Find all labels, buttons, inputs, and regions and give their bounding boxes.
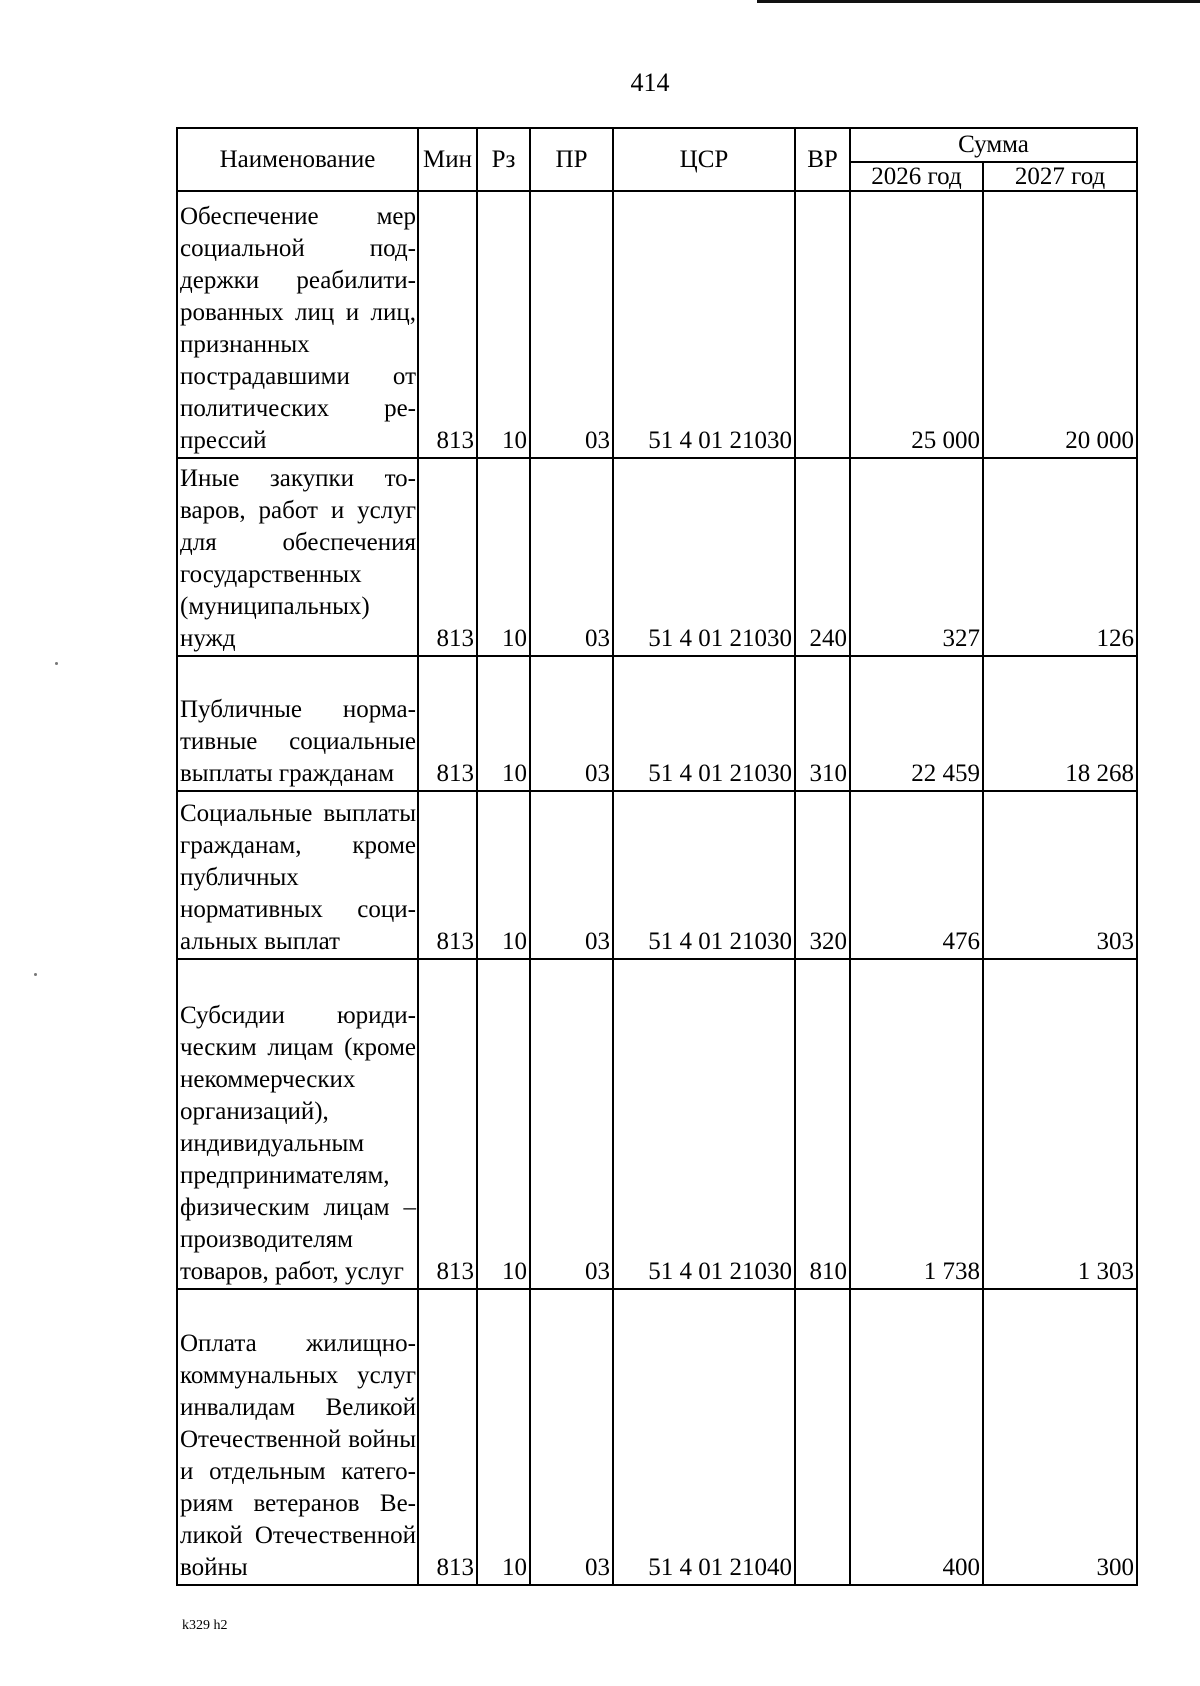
row-csr: 51 4 01 21030 (613, 959, 795, 1289)
row-csr: 51 4 01 21030 (613, 458, 795, 656)
header-csr: ЦСР (613, 128, 795, 191)
row-name: Обеспечение мер социальной поддержки реабилитированных лиц и лиц, признанных пострадавшими от политических репрессий (177, 191, 418, 458)
table-row (177, 458, 1137, 656)
scan-speck (34, 973, 37, 976)
table-row (177, 1289, 1137, 1585)
row-vr (795, 191, 850, 458)
row-amount-2027: 18 268 (983, 656, 1137, 791)
row-name: Иные закупки товаров, работ и услуг для обеспечения государственных (муниципальных) нужд (177, 458, 418, 656)
page-number: 414 (630, 68, 670, 97)
row-min: 813 (418, 959, 477, 1289)
header-vr: ВР (795, 128, 850, 191)
header-year-2026: 2026 год (850, 162, 983, 191)
row-amount-2026: 476 (850, 791, 983, 959)
table-row (177, 656, 1137, 791)
row-rz: 10 (477, 1289, 530, 1585)
scan-speck (55, 662, 58, 665)
table-row (177, 791, 1137, 959)
row-amount-2026: 25 000 (850, 191, 983, 458)
row-min: 813 (418, 191, 477, 458)
row-name: Публичные нормативные социальные выплаты гражданам (177, 656, 418, 791)
row-vr: 240 (795, 458, 850, 656)
row-min: 813 (418, 1289, 477, 1585)
row-amount-2027: 1 303 (983, 959, 1137, 1289)
row-amount-2027: 20 000 (983, 191, 1137, 458)
row-pr: 03 (530, 656, 613, 791)
row-csr: 51 4 01 21040 (613, 1289, 795, 1585)
row-csr: 51 4 01 21030 (613, 656, 795, 791)
row-csr: 51 4 01 21030 (613, 791, 795, 959)
header-year-2027: 2027 год (983, 162, 1137, 191)
row-min: 813 (418, 791, 477, 959)
row-min: 813 (418, 458, 477, 656)
budget-table (176, 127, 1138, 1586)
row-amount-2026: 400 (850, 1289, 983, 1585)
row-pr: 03 (530, 191, 613, 458)
header-rz: Рз (477, 128, 530, 191)
row-name: Социальные выплаты гражданам, кроме публичных нормативных социальных выплат (177, 791, 418, 959)
header-pr: ПР (530, 128, 613, 191)
scan-top-rule (757, 0, 1200, 3)
row-rz: 10 (477, 458, 530, 656)
row-name: Оплата жилищнокоммунальных услуг инвалидам Великой Отечественной войны и отдельным категориям ветеранов Великой Отечественной войны (177, 1289, 418, 1585)
row-amount-2027: 303 (983, 791, 1137, 959)
table-body (177, 191, 1137, 1585)
row-rz: 10 (477, 656, 530, 791)
row-rz: 10 (477, 959, 530, 1289)
header-min: Мин (418, 128, 477, 191)
row-vr: 320 (795, 791, 850, 959)
row-pr: 03 (530, 959, 613, 1289)
row-vr: 310 (795, 656, 850, 791)
row-pr: 03 (530, 458, 613, 656)
row-rz: 10 (477, 791, 530, 959)
row-pr: 03 (530, 791, 613, 959)
row-min: 813 (418, 656, 477, 791)
row-amount-2026: 327 (850, 458, 983, 656)
row-amount-2027: 300 (983, 1289, 1137, 1585)
table-row (177, 191, 1137, 458)
row-amount-2027: 126 (983, 458, 1137, 656)
header-name: Наименование (177, 128, 418, 191)
table-row (177, 959, 1137, 1289)
row-amount-2026: 22 459 (850, 656, 983, 791)
header-summa: Сумма (850, 128, 1137, 162)
row-rz: 10 (477, 191, 530, 458)
footer-code: k329 h2 (182, 1618, 228, 1633)
row-pr: 03 (530, 1289, 613, 1585)
row-amount-2026: 1 738 (850, 959, 983, 1289)
row-vr (795, 1289, 850, 1585)
row-vr: 810 (795, 959, 850, 1289)
row-csr: 51 4 01 21030 (613, 191, 795, 458)
row-name: Субсидии юридическим лицам (кроме некоммерческих организаций), индивидуальным предпринимателям, физическим лицам – производителям товаров, работ, услуг (177, 959, 418, 1289)
